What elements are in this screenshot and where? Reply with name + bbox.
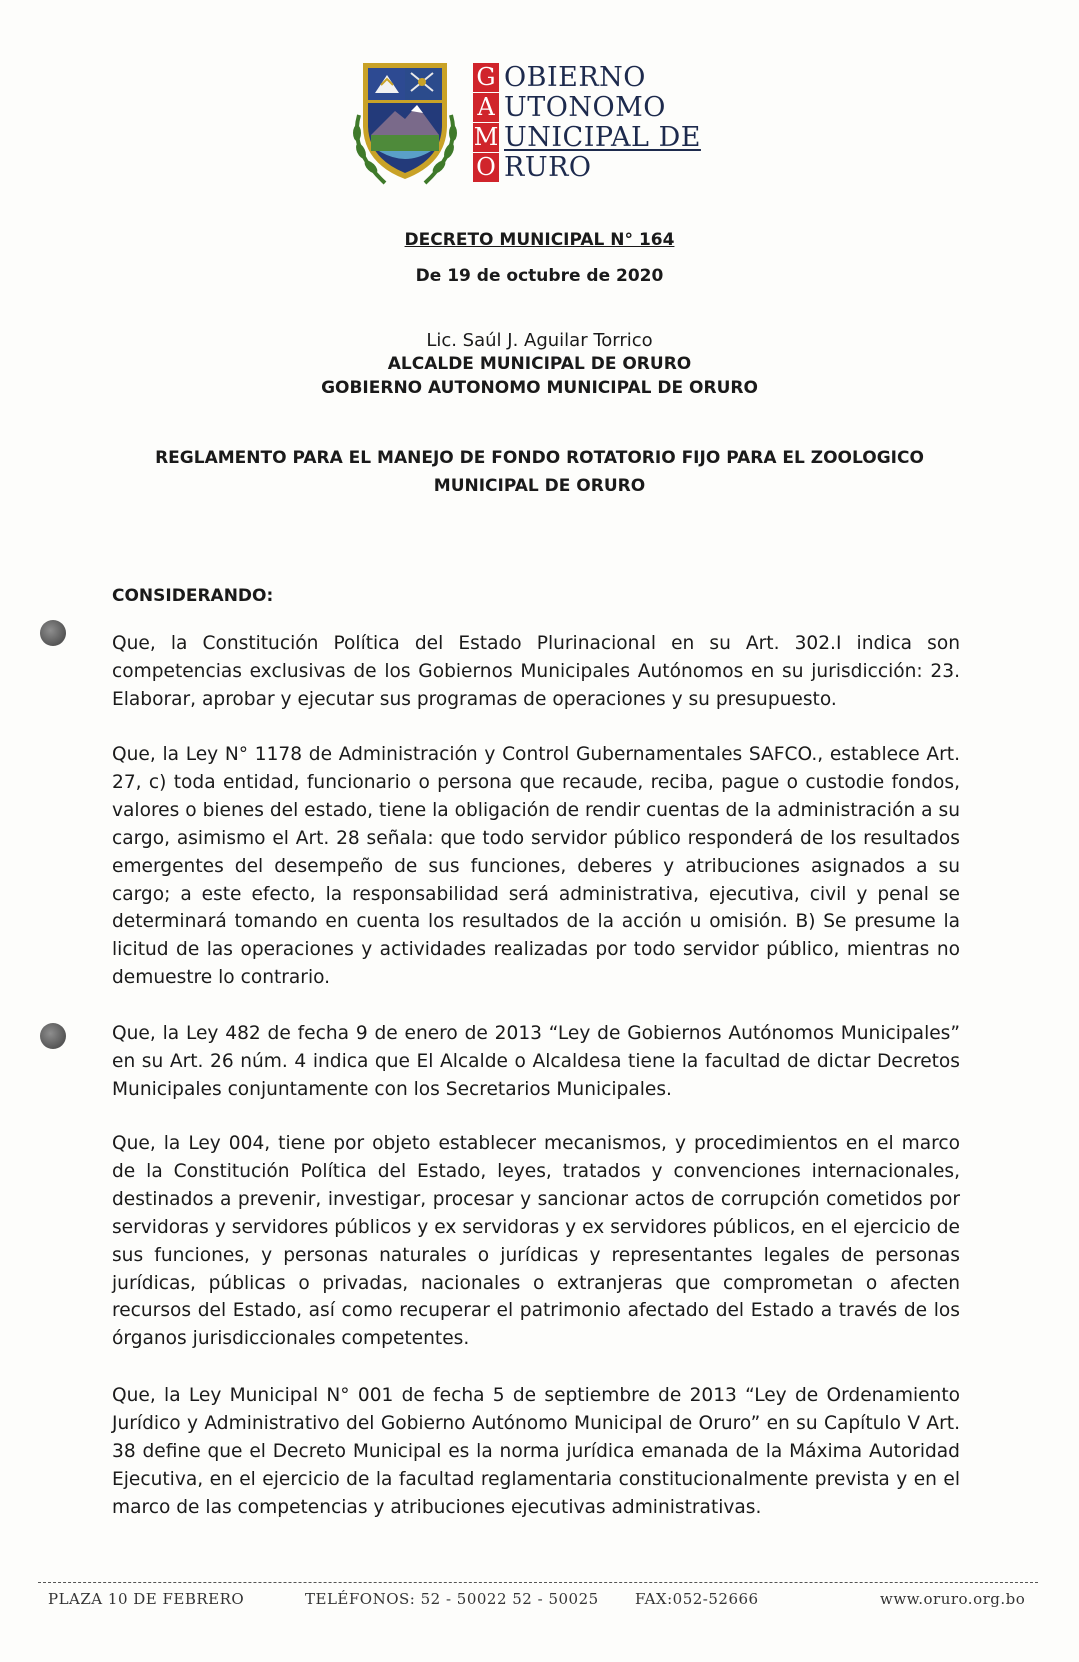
initial-letter: G — [473, 63, 499, 92]
section-heading: CONSIDERANDO: — [112, 586, 274, 606]
footer-divider — [38, 1582, 1038, 1583]
footer-website: www.oruro.org.bo — [880, 1590, 1026, 1608]
signatory-title: ALCALDE MUNICIPAL DE ORURO — [387, 354, 692, 374]
institution-name — [504, 63, 701, 183]
paragraph-text: Que, la Ley 004, tiene por objeto establecer mecanismos, y procedimientos en el marco de la Constitución Política del Estado, leyes, tratados y convenciones internacionales, destinados a prevenir, investigar, procesar y sancionar actos de corrupción cometidos por servidoras y servidores públicos y ex servidoras y ex servidores públicos, en el ejercicio de sus funciones, y personas naturales o jurídicas y representantes legales de personas jurídicas, públicas o privadas, nacionales o extranjeras que comprometan o afecten recursos del Estado, así como recuperar el patrimonio afectado del Estado a través de los órganos jurisdiccionales competentes. — [112, 1133, 960, 1350]
institution-word: UNICIPAL DE — [504, 122, 701, 153]
paragraph — [112, 1130, 960, 1353]
initials-column — [473, 63, 501, 183]
paragraph — [112, 1020, 960, 1104]
binder-hole — [40, 620, 66, 646]
paragraph-text: Que, la Ley Municipal N° 001 de fecha 5 de septiembre de 2013 “Ley de Ordenamiento Jurídico y Administrativo del Gobierno Autónomo Municipal de Oruro” en su Capítulo V Art. 38 define que el Decreto Municipal es la norma jurídica emanada de la Máxima Autoridad Ejecutiva, en el ejercicio de la facultad reglamentaria constitucionalmente prevista y en el marco de las competencias y atribuciones ejecutivas administrativas. — [112, 1385, 960, 1518]
institution-word: OBIERNO — [504, 62, 646, 93]
government-name: GOBIERNO AUTONOMO MUNICIPAL DE ORURO — [321, 378, 758, 398]
paragraph — [112, 630, 960, 714]
signatory-name: Lic. Saúl J. Aguilar Torrico — [426, 330, 653, 351]
municipal-crest-icon — [345, 55, 465, 193]
initial-letter: M — [473, 123, 499, 151]
decree-date: De 19 de octubre de 2020 — [415, 266, 664, 286]
initial-letter: A — [473, 93, 499, 122]
institution-word: UTONOMO — [504, 92, 666, 123]
decree-number: DECRETO MUNICIPAL N° 164 — [404, 230, 675, 250]
paragraph-text: Que, la Ley 482 de fecha 9 de enero de 2013 “Ley de Gobiernos Autónomos Municipales” en su Art. 26 núm. 4 indica que El Alcalde o Alcaldesa tiene la facultad de dictar Decretos Municipales conjuntamente con los Secretarios Municipales. — [112, 1023, 960, 1100]
initial-letter: O — [473, 153, 499, 182]
paragraph-text: Que, la Constitución Política del Estado Plurinacional en su Art. 302.I indica son competencias exclusivas de los Gobiernos Municipales Autónomos en su jurisdicción: 23. Elaborar, aprobar y ejecutar sus programas de operaciones y su presupuesto. — [112, 633, 960, 710]
footer-fax: FAX:052-52666 — [635, 1590, 759, 1608]
paragraph — [112, 741, 960, 992]
footer-phones: TELÉFONOS: 52 - 50022 52 - 50025 — [305, 1590, 599, 1608]
letterhead — [345, 55, 735, 195]
paragraph — [112, 1382, 960, 1522]
paragraph-text: Que, la Ley N° 1178 de Administración y Control Gubernamentales SAFCO., establece Art. 27, c) toda entidad, funcionario o persona que recaude, reciba, pague o custodie fondos, valores o bienes del estado, tiene la obligación de rendir cuentas de la administración a su cargo, asimismo el Art. 28 señala: que todo servidor público responderá de los resultados emergentes del desempeño de sus funciones, deberes y atribuciones asignados a su cargo; a este efecto, la responsabilidad será administrativa, ejecutiva, civil y penal se determinará tomando en cuenta los resultados de la acción u omisión. B) Se presume la licitud de las operaciones y actividades realizadas por todo servidor público, mientras no demuestre lo contrario. — [112, 744, 960, 989]
footer-address: PLAZA 10 DE FEBRERO — [48, 1590, 245, 1608]
binder-hole — [40, 1023, 66, 1049]
regulation-title-line1: REGLAMENTO PARA EL MANEJO DE FONDO ROTATORIO FIJO PARA EL ZOOLOGICO — [155, 448, 924, 468]
institution-word: RURO — [504, 152, 592, 183]
regulation-title-line2: MUNICIPAL DE ORURO — [433, 476, 646, 496]
